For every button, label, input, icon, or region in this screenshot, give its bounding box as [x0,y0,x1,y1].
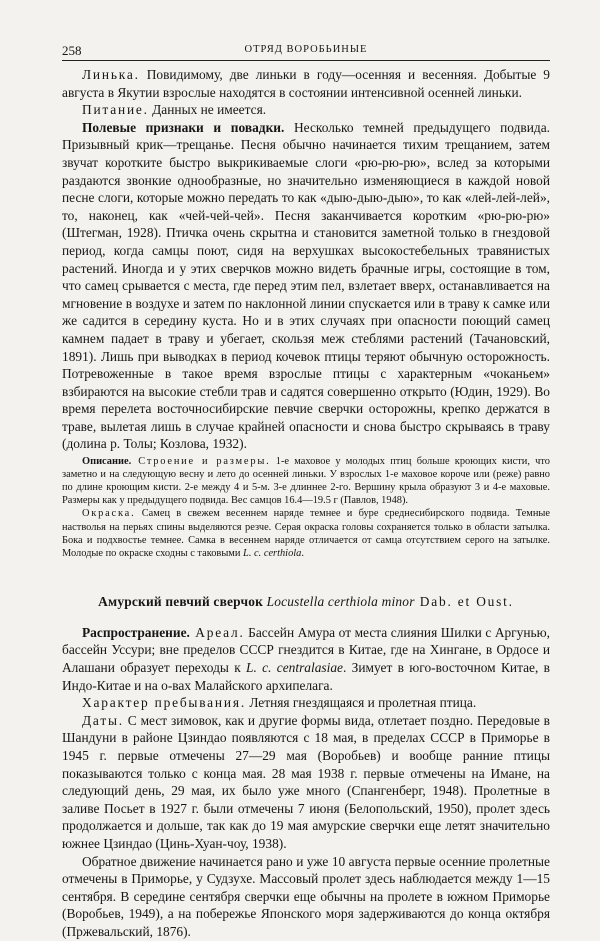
range-text-1: Бассейн Амура от места слияния Шилки с Аргунью, бассейн Уссури; вне пределов СССР гнездится в Китае, где на Хингане, в Ордосе и Алашани образует переходы к [62,624,550,675]
field-paragraph [62,119,550,453]
color-text-2: . [301,547,304,559]
page-number: 258 [62,43,82,58]
description-structure [62,455,550,507]
molt-paragraph [62,66,550,101]
description-color [62,507,550,559]
dates-paragraph [62,712,550,853]
species-latin-name: Locustella certhiola minor [266,593,415,609]
color-label: Окраска. [82,508,136,520]
molt-label: Линька. [82,67,140,82]
distribution-paragraph [62,624,550,694]
color-taxon: L. c. certhiola [243,547,302,559]
species-common-name: Амурский певчий сверчок [98,593,267,609]
range-label: Ареал. [189,624,245,640]
dates-label: Даты. [82,712,124,728]
running-head: ОТРЯД ВОРОБЬИНЫЕ [244,44,368,55]
species-authors: Dab. et Oust. [414,593,514,609]
structure-text: 1-е маховое у молодых птиц больше кроющих кисти, что заметно и на следующую весну и лето до осенней линьки. У взрослых 1-е маховое короче или (реже) равно по длине кроющим кисти. 2-е между 4 и 5-м. 3-е длиннее 2-го. Вершину крыла образуют 3 и 4-е маховые. Размеры как у предыдущего подвида. Вес самцов 16.4—19.5 г (Павлов, 1948). [62,456,550,507]
page-header [62,42,550,61]
page-content [62,66,550,941]
field-label: Полевые признаки и повадки. [82,119,285,135]
dates-text: С мест зимовок, как и другие формы вида, отлетает поздно. Передовые в Шандуни в районе Цзиндао появляются с 18 мая, в пределах СССР в Приморье в 1945 г. первые отмечены 27—29 мая (Воробьев) и вообще ранние птицы показываются только с конца мая. 28 мая 1938 г. первые отмечены на Имане, на следующий день, 29 мая, их было уже много (Спангенберг, 1948). Пролетные в заливе Посьет в 1927 г. были отмечены 7 июня (Белопольский, 1950), пролет здесь продолжается и дольше, так как до 19 мая амурские сверчки еще летят значительно южнее Цзиндао (Цинь-Хуан-чоу, 1938). [62,712,550,851]
food-text: Данных не имеется. [148,102,267,118]
stay-label: Характер пребывания. [82,695,246,711]
food-label: Питание. [82,102,149,118]
stay-text: Летняя гнездящаяся и пролетная птица. [245,695,477,711]
return-paragraph: Обратное движение начинается рано и уже 10 августа первые осенние пролетные отмечены в Приморье, у Судзухе. Массовый пролет здесь наблюдается между 1—15 сентября. В середине сентября сверчки еще обычны на пролете в южном Приморье (Воробьев, 1949), а на побережье Японского моря задерживаются до конца октября (Пржевальский, 1876). [62,853,550,939]
range-taxon: L. c. centralasiae [246,660,343,675]
range-text-2: . Зимует в юго-восточном Китае, в Индо-Китае и на о-вах Малайского архипелага. [62,660,550,693]
molt-text: Повидимому, две линьки в году—осенняя и весенняя. Добытые 9 августа в Якутии взрослые находятся в состоянии интенсивной осенней линьки. [62,67,550,100]
distribution-label: Распространение. [82,624,190,640]
description-label: Описание. [82,456,132,468]
stay-paragraph [62,694,550,712]
field-text: Несколько темней предыдущего подвида. Призывный крик—трещанье. Песня обычно начинается тихим трещанием, затем звучат коротките быстро выкрикиваемые слоги «рю-рю-рю», вслед за которыми раздаются звонкие однообразные, но значительно изменяющиеся в каждой новой песне слоги, которые можно передать то как «дыю-дыю-дыю», то как «лей-лей-лей», то, наконец, как «чей-чей-чей». Песня заканчивается коротким «рю-рю-рю» (Штегман, 1928). Птичка очень скрытна и становится заметной только в гнездовой период, когда самцы поют, сидя на верхушках высокостебельных травянистых растений. Иногда и у этих сверчков можно видеть брачные игры, состоящие в том, что самец срывается с места, где перед этим пел, взлетает вверх, останавливается на мгновение в воздухе и затем по наклонной линии спускается или в траву к самке или же садится в середину куста. Но и в этих случаях при опасности поющий самец камнем падает в траву и убегает, скользя меж стеблями растений (Тачановский, 1891). Лишь при выводках в период кочевок птицы теряют обычную осторожность. Потревоженные в такое время взрослые птицы с характерным «чоканьем» взбираются на высокие стебли трав и садятся совершенно открыто (Юдин, 1929). Во время перелета восточносибирские певчие сверчки осторожны, крепко держатся в траве, вылетая лишь в случае крайней опасности и снова быстро скрываясь в траву (долина р. Толы; Козлова, 1932). [62,119,550,452]
species-title [62,594,550,610]
food-paragraph [62,101,550,119]
color-text-1: Самец в свежем весеннем наряде темнее и буре среднесибирского подвида. Темные настволья на перьях спины выделяются резче. Серая окраска головы сохраняется только в области затылка. Бока и подхвостье темнее. Самка в весеннем наряде отличается от самца отсутствием серого на затылке. Молодые по окраске сходны с таковыми [62,508,550,559]
structure-label: Строение и размеры. [131,456,271,468]
